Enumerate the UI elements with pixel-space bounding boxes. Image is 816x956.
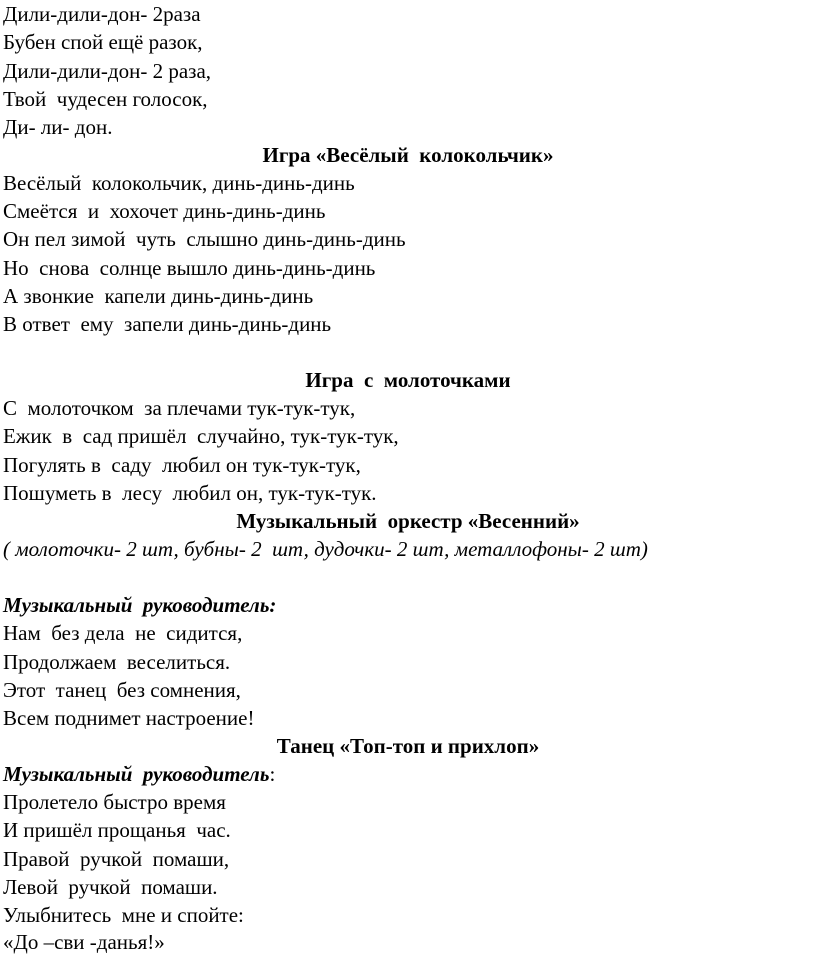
verse-line: В ответ ему запели динь-динь-динь xyxy=(3,312,332,336)
verse-line: Продолжаем веселиться. xyxy=(3,650,231,674)
verse-line: Ежик в сад пришёл случайно, тук-тук-тук, xyxy=(3,424,399,448)
verse-line: Нам без дела не сидится, xyxy=(3,621,243,645)
verse-line: Но снова солнце вышло динь-динь-динь xyxy=(3,256,376,280)
speaker-label: Музыкальный руководитель xyxy=(3,762,270,786)
section-title-game-hammers: Игра с молоточками xyxy=(305,368,511,392)
verse-line: Левой ручкой помаши. xyxy=(3,875,218,899)
verse-line: Дили-дили-дон- 2раза xyxy=(3,2,201,26)
section-title-dance: Танец «Топ-топ и прихлоп» xyxy=(276,734,540,758)
instrument-list: ( молоточки- 2 шт, бубны- 2 шт, дудочки- 2 шт, металлофоны- 2 шт) xyxy=(3,537,648,561)
verse-line: Ди- ли- дон. xyxy=(3,115,113,139)
verse-line: Смеётся и хохочет динь-динь-динь xyxy=(3,199,326,223)
verse-line: Он пел зимой чуть слышно динь-динь-динь xyxy=(3,227,406,251)
speaker-label: Музыкальный руководитель: xyxy=(3,593,277,617)
verse-line: Правой ручкой помаши, xyxy=(3,847,230,871)
verse-line: С молоточком за плечами тук-тук-тук, xyxy=(3,396,356,420)
section-title-orchestra: Музыкальный оркестр «Весенний» xyxy=(236,509,580,533)
verse-line: А звонкие капели динь-динь-динь xyxy=(3,284,314,308)
verse-line: И пришёл прощанья час. xyxy=(3,818,231,842)
verse-line: Улыбнитесь мне и спойте: xyxy=(3,903,244,927)
verse-line: Твой чудесен голосок, xyxy=(3,87,208,111)
section-title-game-bell: Игра «Весёлый колокольчик» xyxy=(262,143,554,167)
verse-line: Этот танец без сомнения, xyxy=(3,678,241,702)
verse-line: Пролетело быстро время xyxy=(3,790,226,814)
verse-line: Погулять в саду любил он тук-тук-тук, xyxy=(3,453,361,477)
verse-line: Дили-дили-дон- 2 раза, xyxy=(3,59,212,83)
speaker-line xyxy=(3,760,275,788)
verse-line: Бубен спой ещё разок, xyxy=(3,30,203,54)
speaker-colon: : xyxy=(269,762,276,786)
verse-line: «До –сви -данья!» xyxy=(3,930,165,954)
verse-line: Всем поднимет настроение! xyxy=(3,706,255,730)
verse-line: Весёлый колокольчик, динь-динь-динь xyxy=(3,171,355,195)
verse-line: Пошуметь в лесу любил он, тук-тук-тук. xyxy=(3,481,377,505)
